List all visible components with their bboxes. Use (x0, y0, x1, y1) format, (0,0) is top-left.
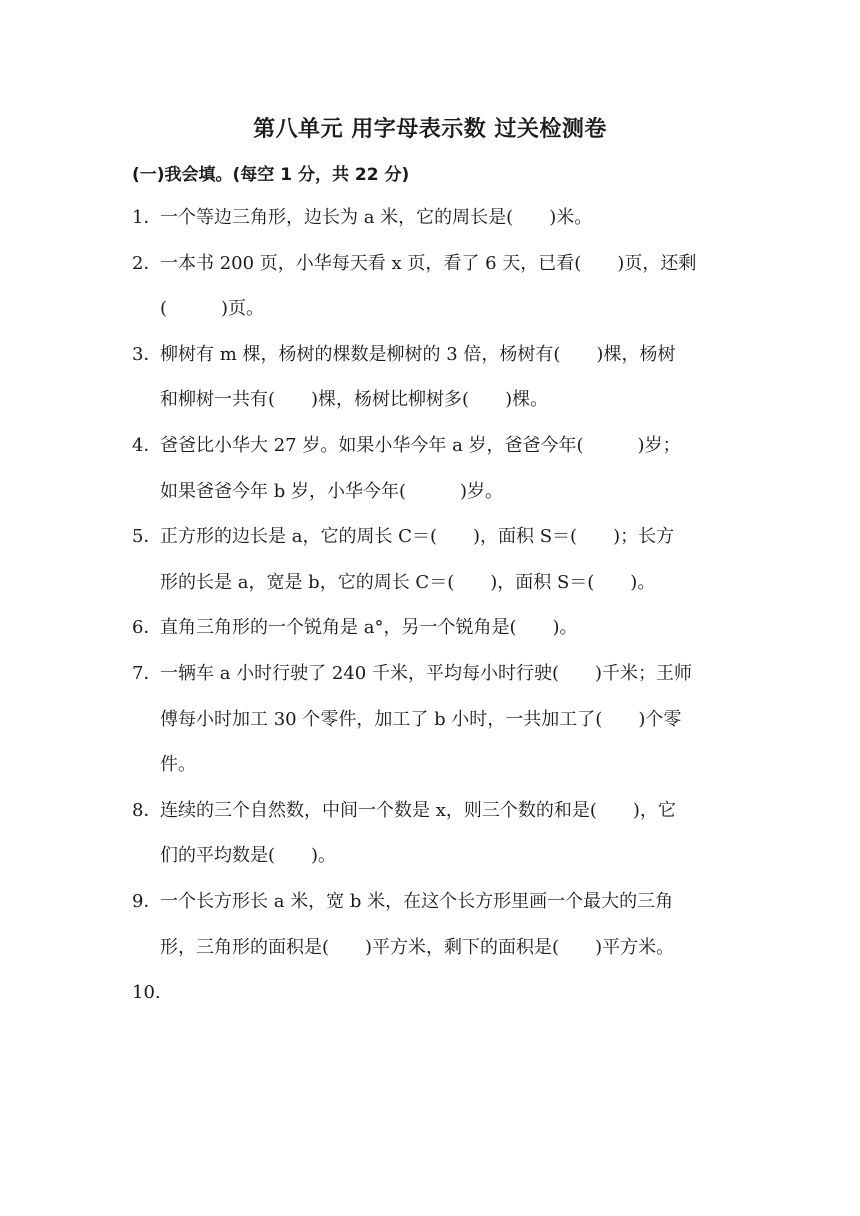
question-1 (132, 206, 592, 230)
question-number: 2． (132, 252, 162, 274)
question-2 (132, 252, 696, 276)
section-heading: (一)我会填。(每空 1 分，共 22 分) (132, 165, 410, 185)
question-text: 一本书 200 页，小华每天看 x 页，看了 6 天，已看( )页，还剩 (160, 252, 697, 274)
question-continuation: 件。 (160, 754, 196, 776)
question-7 (132, 662, 692, 686)
question-number: 1． (132, 207, 162, 228)
question-text: 正方形的边长是 a，它的周长 C＝( )，面积 S＝( )；长方 (160, 526, 675, 548)
page-title: 第八单元 用字母表示数 过关检测卷 (253, 117, 607, 142)
question-continuation: 形，三角形的面积是( )平方米，剩下的面积是( )平方米。 (160, 936, 675, 958)
question-number: 8． (132, 799, 162, 821)
question-number: 3． (132, 343, 162, 365)
question-9 (132, 890, 673, 914)
question-3 (132, 343, 675, 367)
question-number: 7． (132, 663, 162, 684)
question-text: 一个等边三角形，边长为 a 米，它的周长是( )米。 (160, 207, 593, 228)
question-continuation: 如果爸爸今年 b 岁，小华今年( )岁。 (160, 480, 504, 502)
question-number: 6． (132, 617, 162, 639)
question-6 (132, 616, 578, 640)
question-text: 连续的三个自然数，中间一个数是 x，则三个数的和是( )，它 (160, 799, 676, 821)
question-text: 爸爸比小华大 27 岁。如果小华今年 a 岁，爸爸今年( )岁； (160, 435, 681, 456)
question-4 (132, 434, 681, 458)
question-text: 柳树有 m 棵，杨树的棵数是柳树的 3 倍，杨树有( )棵，杨树 (160, 343, 676, 365)
question-5 (132, 525, 674, 549)
question-text: 一辆车 a 小时行驶了 240 千米，平均每小时行驶( )千米；王师 (160, 663, 693, 684)
question-10 (132, 981, 160, 1005)
question-number: 10. (132, 982, 161, 1004)
question-text: 直角三角形的一个锐角是 a°，另一个锐角是( )。 (160, 617, 578, 639)
question-continuation: 和柳树一共有( )棵，杨树比柳树多( )棵。 (160, 389, 549, 411)
question-continuation: 们的平均数是( )。 (160, 845, 337, 867)
question-continuation: 傅每小时加工 30 个零件，加工了 b 小时，一共加工了( )个零 (160, 708, 682, 730)
question-number: 4． (132, 435, 162, 456)
question-number: 9． (132, 891, 162, 912)
question-continuation: ( )页。 (160, 298, 265, 320)
question-text: 一个长方形长 a 米，宽 b 米，在这个长方形里画一个最大的三角 (160, 891, 674, 912)
question-continuation: 形的长是 a，宽是 b，它的周长 C＝( )，面积 S＝( )。 (160, 571, 656, 593)
question-number: 5． (132, 526, 162, 548)
question-8 (132, 799, 676, 823)
